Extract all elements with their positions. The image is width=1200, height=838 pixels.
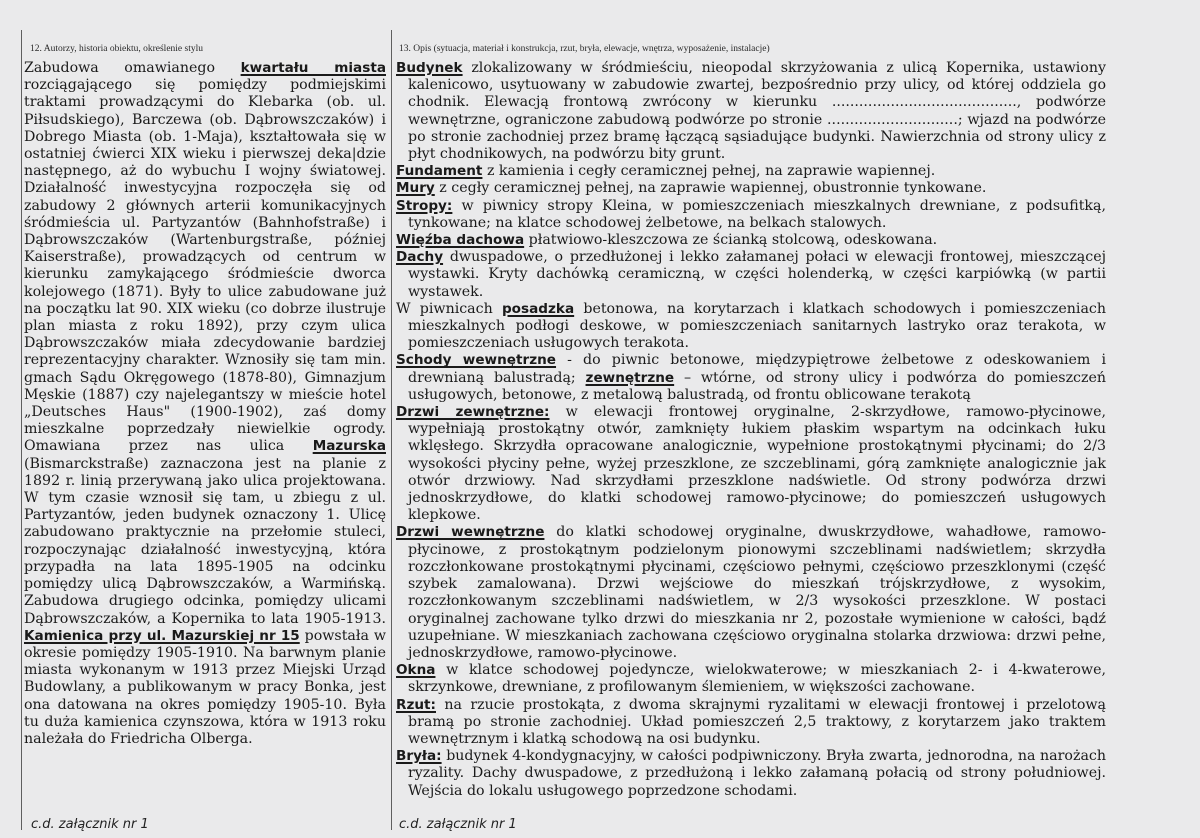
section-bryla: Bryła: budynek 4-kondygnacyjny, w całości podpiwniczony. Bryła zwarta, jednorodna, na narożach ryzality. Dachy dwuspadowe, z przedłużoną i lekko załamaną połacią od strony południowej. Wejścia do lokalu usługowego poprzedzone schodami. [396,748,1106,799]
section-posadzka: W piwnicach posadzka betonowa, na korytarzach i klatkach schodowych i pomieszczeniach mieszkalnych podłogi deskowe, w pomieszczeniach sanitarnych lastryko oraz terakota, w pomieszczeniach usługowych terakota. [396,300,1106,352]
section-drzwi-wewnetrzne: Drzwi wewnętrzne do klatki schodowej oryginalne, dwuskrzydłowe, wahadłowe, ramowo-płycinowe, z prostokątnym podzielonym pionowymi szczeblinami nadświetlem; skrzydła rozczłonkowane prostokątnymi płycinami, częściowo pełnymi, częściowo przeszklonymi (część szybek zamalowana). Drzwi wejściowe do mieszkań trójskrzydłowe, z wysokim, rozczłonkowanym szczeblinami nadświetlem, w 2/3 wysokości przeszklone. W postaci oryginalnej zachowane tylko drzwi do mieszkania nr 2, pozostałe wymienione w całości, bądź uzupełniane. W mieszkaniach zachowana częściowo oryginalna stolarka drzwiowa: drzwi pełne, jednoskrzydłowe, ramowo-płycinowe. [396,524,1106,661]
history-column [24,60,386,748]
label-posadzka: posadzka [501,300,575,317]
column-divider [391,30,392,830]
section-dachy: Dachy dwuspadowe, o przedłużonej i lekko załamanej połaci w elewacji frontowej, mieszczącej wystawki. Kryty dachówką ceramiczną, w części holenderką, w części karpiówką (w partii wystawek. [396,249,1106,300]
label-dachy: Dachy [396,249,444,266]
section-wiezba: Więźba dachowa płatwiowo-kleszczowa ze ścianką stolcową, odeskowana. [396,232,938,249]
right-column-header: 13. Opis (sytuacja, materiał i konstrukcja, rzut, bryła, elewacje, wnętrza, wyposażenie, instalacje) [399,44,770,54]
label-drzwi-wewnetrzne: Drzwi wewnętrzne [396,524,545,541]
label-okna: Okna [396,662,436,679]
section-budynek: Budynek zlokalizowany w śródmieściu, nieopodal skrzyżowania z ulicą Kopernika, ustawiony kalenicowo, usytuowany w zabudowie zwartej, bezpośrednio przy ulicy, od której oddziela go chodnik. Elewacją frontową zwrócony w kierunku ........................................., podwórze wewnętrzne, ograniczone zabudową podwórze po stronie .............................; wjazd na podwórze po stronie zachodniej przez bramę łączącą sąsiadujące budynki. Nawierzchnia od strony ulicy z płyt chodnikowych, na podwórzu bity grunt. [396,60,1106,163]
label-bryla: Bryła: [396,748,442,765]
history-paragraph: Zabudowa omawianego kwartału miasta rozciągającego się pomiędzy podmiejskimi traktami prowadzącymi do Klebarka (ob. ul. Piłsudskiego), Barczewa (ob. Dąbrowszczaków) i Dobrego Miasta (ob. 1-Maja), kształtowała się w ostatniej ćwierci XIX wieku i pierwszej deka|dzie następnego, aż do wybuchu I wojny światowej. Działalność inwestycyjna rozpoczęła się od zabudowy 2 głównych arterii komunikacyjnych śródmieścia ul. Partyzantów (Bahnhofstraße) i Dąbrowszczaków (Wartenburgstraße, później Kaiserstraße), prowadzących od centrum w kierunku zamykającego śródmieście dworca kolejowego (1871). Były to ulice zabudowane już na początku lat 90. XIX wieku (co dobrze ilustruje plan miasta z roku 1892), przy czym ulica Dąbrowszczaków miała zdecydowanie bardziej reprezentacyjny charakter. Wznosiły się tam min. gmach Sądu Okręgowego (1878-80), Gimnazjum Męskie (1887) czy najelegantszy w mieście hotel „Deutsches Haus" (1900-1902), zaś domy mieszkalne poprzedzały niewielkie ogrody. Omawiana przez nas ulica Mazurska (Bismarckstraße) zaznaczona jest na planie z 1892 r. linią przerywaną jako ulica projektowana. W tym czasie wznosił się tam, u zbiegu z ul. Partyzantów, jeden budynek oznaczony 1. Ulicę zabudowano praktycznie na przełomie stuleci, rozpoczynając działalność inwestycyjną, która przypadła na lata 1895-1905 na odcinku pomiędzy ulicą Dąbrowszczaków, a Warmińską. Zabudowa drugiego odcinka, pomiędzy ulicami Dąbrowszczaków, a Kopernika to lata 1905-1913. Kamienica przy ul. Mazurskiej nr 15 powstała w okresie pomiędzy 1905-1910. Na barwnym planie miasta wykonanym w 1913 przez Miejski Urząd Budowlany, a publikowanym w pracy Bonka, jest ona datowana na okres pomiędzy 1905-10. Była tu duża kamienica czynszowa, która w 1913 roku należała do Friedricha Olberga. [24,60,386,747]
description-column [396,60,1106,800]
label-drzwi-zewnetrzne: Drzwi zewnętrzne: [396,404,550,421]
label-schody-zewnetrzne: zewnętrzne [585,369,675,386]
label-rzut: Rzut: [396,696,436,713]
label-fundament: Fundament [396,163,483,180]
right-footer-note: c.d. załącznik nr 1 [399,817,517,832]
section-stropy: Stropy: w piwnicy stropy Kleina, w pomieszczeniach mieszkalnych drewniane, z podsufitką, tynkowane; na klatce schodowej żelbetowe, na belkach stalowych. [396,197,1106,231]
keyword-kwartal: kwartału miasta [240,60,386,76]
label-wiezba: Więźba dachowa [396,232,525,249]
section-schody: Schody wewnętrzne - do piwnic betonowe, międzypiętrowe żelbetowe z odeskowaniem i drewnianą balustradą; zewnętrzne – wtórne, od strony ulicy i podwórza do pomieszczeń usługowych, betonowe, z metalową balustradą, od frontu oblicowane terakotą [396,352,1106,403]
section-fundament: Fundament z kamienia i cegły ceramicznej pełnej, na zaprawie wapiennej. [396,163,936,180]
label-mury: Mury [396,180,435,197]
left-column-header: 12. Autorzy, historia obiektu, określenie stylu [30,44,203,54]
keyword-mazurska: Mazurska [312,438,386,455]
label-stropy: Stropy: [396,197,453,214]
keyword-kamienica: Kamienica przy ul. Mazurskiej nr 15 [24,627,300,644]
label-schody: Schody wewnętrzne [396,352,557,369]
section-rzut: Rzut: na rzucie prostokąta, z dwoma skrajnymi ryzalitami w elewacji frontowej i przelotową bramą po stronie zachodniej. Układ pomieszczeń 2,5 traktowy, z korytarzem jako traktem wewnętrznym i klatką schodową na osi budynku. [396,696,1106,747]
left-footer-note: c.d. załącznik nr 1 [31,817,149,832]
section-mury: Mury z cegły ceramicznej pełnej, na zaprawie wapiennej, obustronnie tynkowane. [396,180,987,197]
section-okna: Okna w klatce schodowej pojedyncze, wielokwaterowe; w mieszkaniach 2- i 4-kwaterowe, skrzynkowe, drewniane, z profilowanym ślemieniem, w większości zachowane. [396,662,1106,696]
label-budynek: Budynek [396,60,463,76]
left-margin-rule [21,30,22,830]
section-drzwi-zewnetrzne: Drzwi zewnętrzne: w elewacji frontowej oryginalne, 2-skrzydłowe, ramowo-płycinowe, wypełniają prostokątny otwór, zamknięty łukiem płaskim wspartym na odcinkach łuku wklęsłego. Skrzydła opracowane analogicznie, wypełnione prostokątnymi płycinami; do 2/3 wysokości płyciny pełne, wyżej przeszklone, ze szczeblinami, górą zamknięte analogicznie jak otwór drzwiowy. Nad skrzydłami przeszklone nadświetle. Od strony podwórza drzwi jednoskrzydłowe, do klatki schodowej ramowo-płycinowe; do pomieszczeń usługowych klepkowe. [396,404,1106,524]
